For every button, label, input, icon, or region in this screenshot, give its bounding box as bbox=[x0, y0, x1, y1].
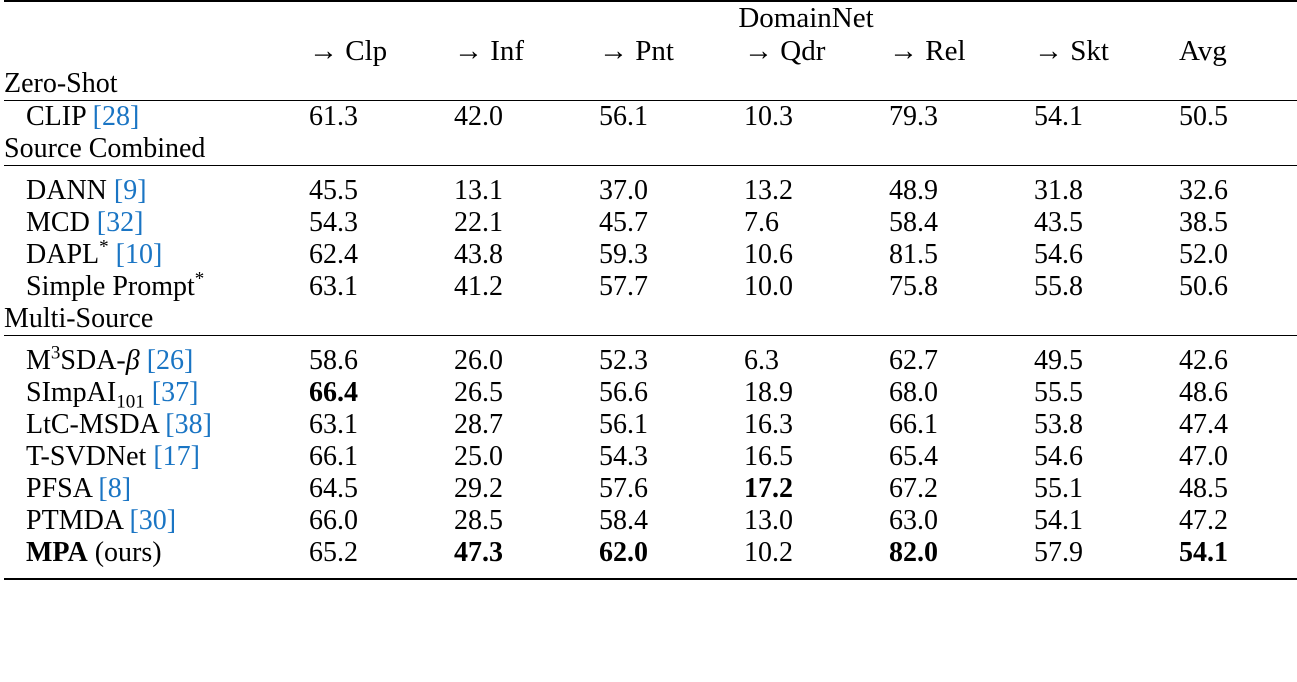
cell-m3sda-clp: 58.6 bbox=[309, 345, 358, 376]
table-row bbox=[4, 473, 1297, 505]
cell-clip-qdr: 10.3 bbox=[744, 101, 793, 132]
cell-m3sda-avg: 42.6 bbox=[1179, 345, 1228, 376]
header-col-avg: Avg bbox=[1179, 35, 1227, 67]
cell-m3sda-pnt: 52.3 bbox=[599, 345, 648, 376]
cell-clip-skt: 54.1 bbox=[1034, 101, 1083, 132]
cell-m3sda-qdr: 6.3 bbox=[744, 345, 779, 376]
section-title-row-source-combined bbox=[4, 133, 1297, 166]
section-rule-multi-source bbox=[309, 303, 1297, 336]
cell-ptmda-inf: 28.5 bbox=[454, 505, 503, 536]
section-title-row-multi-source bbox=[4, 303, 1297, 336]
cell-ptmda-rel: 63.0 bbox=[889, 505, 938, 536]
bottomrule bbox=[4, 579, 1297, 580]
header-domainnet: DomainNet bbox=[738, 2, 874, 34]
header-col-skt: → Skt bbox=[1034, 35, 1109, 67]
cell-simpai-qdr: 18.9 bbox=[744, 377, 793, 408]
cell-pfsa-clp: 64.5 bbox=[309, 473, 358, 504]
table-row bbox=[4, 409, 1297, 441]
citation-link[interactable]: [30] bbox=[129, 505, 177, 536]
cell-dapl-rel: 81.5 bbox=[889, 239, 938, 270]
cell-mcd-pnt: 45.7 bbox=[599, 207, 648, 238]
cell-mcd-rel: 58.4 bbox=[889, 207, 938, 238]
section-title-source-combined: Source Combined bbox=[4, 133, 309, 166]
cell-clip-avg: 50.5 bbox=[1179, 101, 1228, 132]
table-row bbox=[4, 377, 1297, 409]
cell-simple-prompt-rel: 75.8 bbox=[889, 271, 938, 302]
cell-simple-prompt-inf: 41.2 bbox=[454, 271, 503, 302]
citation-link[interactable]: [37] bbox=[151, 377, 199, 408]
table-row bbox=[4, 537, 1297, 569]
cell-t-svdnet-pnt: 54.3 bbox=[599, 441, 648, 472]
cell-pfsa-qdr: 17.2 bbox=[744, 473, 793, 504]
cell-ltc-msda-pnt: 56.1 bbox=[599, 409, 648, 440]
cell-simple-prompt-skt: 55.8 bbox=[1034, 271, 1083, 302]
cell-t-svdnet-clp: 66.1 bbox=[309, 441, 358, 472]
cell-t-svdnet-avg: 47.0 bbox=[1179, 441, 1228, 472]
header-col-pnt: → Pnt bbox=[599, 35, 674, 67]
cell-simple-prompt-qdr: 10.0 bbox=[744, 271, 793, 302]
spacer bbox=[4, 336, 1297, 346]
table-row bbox=[4, 505, 1297, 537]
cell-mpa-rel: 82.0 bbox=[889, 537, 938, 568]
cell-dapl-skt: 54.6 bbox=[1034, 239, 1083, 270]
cell-pfsa-skt: 55.1 bbox=[1034, 473, 1083, 504]
section-rule-source-combined bbox=[309, 133, 1297, 166]
table-row bbox=[4, 441, 1297, 473]
cell-simpai-clp: 66.4 bbox=[309, 377, 358, 408]
cell-mcd-qdr: 7.6 bbox=[744, 207, 779, 238]
cell-dapl-inf: 43.8 bbox=[454, 239, 503, 270]
method-ltc-msda: LtC-MSDA [38] bbox=[26, 409, 212, 440]
table-row bbox=[4, 239, 1297, 271]
table-row bbox=[4, 175, 1297, 207]
cell-t-svdnet-inf: 25.0 bbox=[454, 441, 503, 472]
table-row bbox=[4, 207, 1297, 239]
method-clip: CLIP [28] bbox=[26, 101, 140, 132]
cell-mcd-clp: 54.3 bbox=[309, 207, 358, 238]
citation-link[interactable]: [38] bbox=[165, 409, 212, 440]
cell-mpa-clp: 65.2 bbox=[309, 537, 358, 568]
method-mpa: MPA (ours) bbox=[26, 537, 162, 568]
citation-link[interactable]: [26] bbox=[146, 345, 194, 376]
cell-m3sda-inf: 26.0 bbox=[454, 345, 503, 376]
method-pfsa: PFSA [8] bbox=[26, 473, 132, 504]
header-columns-row bbox=[4, 35, 1297, 68]
cell-simpai-avg: 48.6 bbox=[1179, 377, 1228, 408]
cell-ptmda-qdr: 13.0 bbox=[744, 505, 793, 536]
method-ptmda: PTMDA [30] bbox=[26, 505, 177, 536]
citation-link[interactable]: [17] bbox=[153, 441, 200, 472]
citation-link[interactable]: [28] bbox=[92, 101, 140, 132]
cell-dapl-qdr: 10.6 bbox=[744, 239, 793, 270]
method-simpai: SImpAI$_{101}$ [37] bbox=[26, 377, 199, 413]
cell-dann-qdr: 13.2 bbox=[744, 175, 793, 206]
results-table bbox=[4, 0, 1297, 580]
cell-ptmda-clp: 66.0 bbox=[309, 505, 358, 536]
header-col-clp: → Clp bbox=[309, 35, 388, 67]
citation-link[interactable]: [8] bbox=[98, 473, 132, 504]
cell-dann-skt: 31.8 bbox=[1034, 175, 1083, 206]
spacer bbox=[4, 569, 1297, 579]
cell-ltc-msda-qdr: 16.3 bbox=[744, 409, 793, 440]
section-title-multi-source: Multi-Source bbox=[4, 303, 309, 336]
cell-mpa-pnt: 62.0 bbox=[599, 537, 648, 568]
cell-ltc-msda-skt: 53.8 bbox=[1034, 409, 1083, 440]
cell-pfsa-rel: 67.2 bbox=[889, 473, 938, 504]
method-dann: DANN [9] bbox=[26, 175, 147, 206]
cell-t-svdnet-qdr: 16.5 bbox=[744, 441, 793, 472]
cell-clip-pnt: 56.1 bbox=[599, 101, 648, 132]
section-title-row-zero-shot bbox=[4, 68, 1297, 101]
header-empty-cell bbox=[4, 1, 309, 35]
cell-dann-inf: 13.1 bbox=[454, 175, 503, 206]
cell-t-svdnet-skt: 54.6 bbox=[1034, 441, 1083, 472]
cell-ltc-msda-inf: 28.7 bbox=[454, 409, 503, 440]
header-col-qdr: → Qdr bbox=[744, 35, 826, 67]
cell-dapl-clp: 62.4 bbox=[309, 239, 358, 270]
cell-simpai-skt: 55.5 bbox=[1034, 377, 1083, 408]
cell-ltc-msda-avg: 47.4 bbox=[1179, 409, 1228, 440]
header-col-rel: → Rel bbox=[889, 35, 966, 67]
cell-simple-prompt-clp: 63.1 bbox=[309, 271, 358, 302]
cell-mcd-skt: 43.5 bbox=[1034, 207, 1083, 238]
cell-ptmda-avg: 47.2 bbox=[1179, 505, 1228, 536]
method-m3sda: $M^3SDA-\beta$ [26] bbox=[26, 342, 194, 376]
cell-clip-inf: 42.0 bbox=[454, 101, 503, 132]
cell-pfsa-inf: 29.2 bbox=[454, 473, 503, 504]
cell-pfsa-avg: 48.5 bbox=[1179, 473, 1228, 504]
section-title-zero-shot: Zero-Shot bbox=[4, 68, 309, 101]
cell-simple-prompt-avg: 50.6 bbox=[1179, 271, 1228, 302]
citation-link[interactable]: [9] bbox=[113, 175, 147, 206]
citation-link[interactable]: [32] bbox=[96, 207, 144, 238]
cell-ptmda-skt: 54.1 bbox=[1034, 505, 1083, 536]
method-mcd: MCD [32] bbox=[26, 207, 144, 238]
cell-t-svdnet-rel: 65.4 bbox=[889, 441, 938, 472]
cell-mpa-skt: 57.9 bbox=[1034, 537, 1083, 568]
cell-dann-rel: 48.9 bbox=[889, 175, 938, 206]
method-t-svdnet: T-SVDNet [17] bbox=[26, 441, 200, 472]
cell-mcd-avg: 38.5 bbox=[1179, 207, 1228, 238]
header-col-inf: → Inf bbox=[454, 35, 525, 67]
header-group-row bbox=[4, 1, 1297, 35]
cell-simpai-pnt: 56.6 bbox=[599, 377, 648, 408]
cell-clip-clp: 61.3 bbox=[309, 101, 358, 132]
section-rule-zero-shot bbox=[309, 68, 1297, 101]
cell-mpa-avg: 54.1 bbox=[1179, 537, 1228, 568]
table-row bbox=[4, 345, 1297, 377]
citation-link[interactable]: [10] bbox=[115, 239, 163, 270]
method-simple-prompt: Simple Prompt* bbox=[26, 268, 205, 302]
cell-dann-clp: 45.5 bbox=[309, 175, 358, 206]
method-dapl: DAPL* [10] bbox=[26, 236, 163, 270]
table-row bbox=[4, 101, 1297, 134]
cell-ptmda-pnt: 58.4 bbox=[599, 505, 648, 536]
cell-clip-rel: 79.3 bbox=[889, 101, 938, 132]
cell-simpai-rel: 68.0 bbox=[889, 377, 938, 408]
cell-dann-pnt: 37.0 bbox=[599, 175, 648, 206]
cell-ltc-msda-clp: 63.1 bbox=[309, 409, 358, 440]
table-row bbox=[4, 271, 1297, 303]
cell-ltc-msda-rel: 66.1 bbox=[889, 409, 938, 440]
cell-dapl-pnt: 59.3 bbox=[599, 239, 648, 270]
header-method-col bbox=[4, 35, 309, 68]
cell-dapl-avg: 52.0 bbox=[1179, 239, 1228, 270]
cell-mpa-qdr: 10.2 bbox=[744, 537, 793, 568]
cell-pfsa-pnt: 57.6 bbox=[599, 473, 648, 504]
spacer bbox=[4, 166, 1297, 176]
cell-simpai-inf: 26.5 bbox=[454, 377, 503, 408]
cell-m3sda-rel: 62.7 bbox=[889, 345, 938, 376]
cell-simple-prompt-pnt: 57.7 bbox=[599, 271, 648, 302]
cell-mpa-inf: 47.3 bbox=[454, 537, 503, 568]
cell-m3sda-skt: 49.5 bbox=[1034, 345, 1083, 376]
cell-mcd-inf: 22.1 bbox=[454, 207, 503, 238]
cell-dann-avg: 32.6 bbox=[1179, 175, 1228, 206]
